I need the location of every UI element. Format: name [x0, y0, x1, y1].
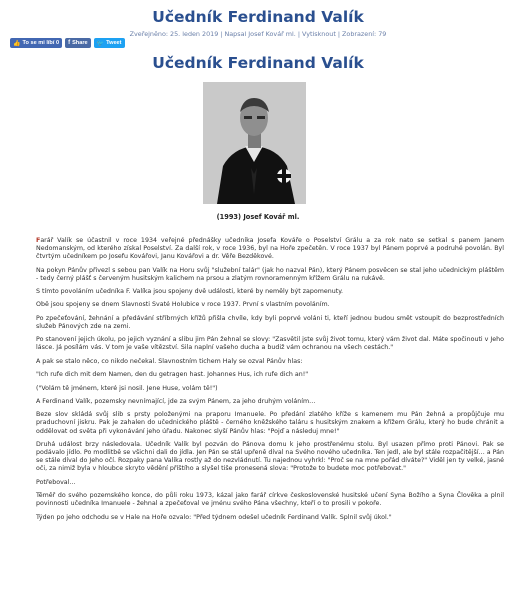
- article-body: [36, 237, 504, 527]
- article-headline: Učedník Ferdinand Valík: [152, 54, 364, 72]
- article-paragraph: "Ich rufe dich mit dem Namen, den du getragen hast. Johannes Hus, ich rufe dich an!": [36, 371, 309, 379]
- page-title[interactable]: Učedník Ferdinand Valík: [152, 8, 364, 26]
- article-meta: Zveřejněno: 25. leden 2019 | Napsal Josef Kovář ml. | Vytisknout | Zobrazení: 79: [129, 30, 387, 38]
- facebook-like-button[interactable]: [10, 38, 62, 48]
- twitter-bird-icon: 🐦: [96, 40, 105, 47]
- photo-caption: (1993) Josef Kovář ml.: [216, 213, 300, 221]
- article-paragraph: ("Volám tě jménem, které jsi nosil. Jene Huse, volám tě!"): [36, 384, 218, 392]
- facebook-icon: f: [68, 40, 71, 46]
- article-paragraph: Týden po jeho odchodu se v Hale na Hoře ozvalo: "Před týdnem odešel učedník Ferdinand Valík. Splnil svůj úkol.": [36, 513, 392, 521]
- article-paragraph: Po zpečeťování, žehnání a předávání stříbrných křížů přišla chvíle, kdy byli poprvé voláni ti, kteří jednou budou smět vstoupit do bezprostředních služeb Pánových zde na zemi.: [36, 314, 504, 330]
- article-paragraph: A Ferdinand Valík, pozemsky nevnímající, jde za svým Pánem, za jeho druhým voláním…: [36, 397, 316, 405]
- facebook-like-label: To se mi líbí 0: [22, 40, 60, 46]
- article-paragraph: Na pokyn Pánův přivezl s sebou pan Valík na Horu svůj "služební talár" (jak ho nazval Pán), který Pánem posvěcen se stal jeho učednickým pláštěm - tedy černý plášť s červeným husitským kalichem na prsou a zlatým rovnoramenným křížem Grálu na rukávě.: [36, 266, 504, 282]
- portrait-illustration: [203, 82, 306, 204]
- article-paragraph: Farář Valík se účastnil v roce 1934 veřejné přednášky učedníka Josefa Kováře o Poselství Grálu a za rok nato se setkal s panem Janem Nedomanským, od kterého získal Poselství. Za další rok, v roce 1936, byl na Hoře zpečetěn. V roce 1937 byl Pánem poprvé a podruhé povolán. Byl čtvrtým učedníkem po Josefu Kovářovi, Janu Kovářovi a dr. Věře Bezděkové.: [36, 237, 504, 261]
- article-paragraph: Druhá událost brzy následovala. Učedník Valík byl pozván do Pánova domu k jeho prostřenému stolu. Byl usazen přímo proti Pánovi. Pak se podávalo jídlo. Po modlitbě se všichni dali do jídla. Jen Pán se stál upřeně díval na Svého nového učedníka. Ten jedl, ale byl stále rozpačitější… a Pán se stále díval do Jeho očí. Rozpaky pana Valíka rostly až do nezvládnutí. Tu najednou vyhrkl: "Proč se na mne pořád díváte?" Viděl jen ty velké, jasné oči, za nimiž byla v hloubce skryto vědění příštího a slyšel tiše pronesená slova: "Protože to budete moc potřebovat.": [36, 440, 504, 473]
- tweet-label: Tweet: [106, 40, 122, 46]
- article-paragraph: S tímto povoláním učedníka F. Valíka jsou spojeny dvě události, které by neměly být zapomenuty.: [36, 288, 344, 296]
- article-paragraph: Obě jsou spojeny se dnem Slavnosti Svaté Holubice v roce 1937. První s vlastním povoláním.: [36, 301, 330, 309]
- article-paragraph: Po stanovení jejich úkolu, po jejich vyznání a slibu jim Pán žehnal se slovy: "Zasvětil jste svůj život tomu, který vám život dal. Máte spočinouti v Jeho lásce. Já posílám vás. V tom je vaše vítězství. Sila naplní vašeho ducha a budiž vám ochranou na všech cestách.": [36, 336, 504, 352]
- article-paragraph: Těměř do svého pozemského konce, do půli roku 1973, kázal jako farář církve československé husitské učení Syna Božího a Syna Člověka a plnil povinnosti učedníka Imanuele - žehnal a zpečeťoval ve jménu svého Pána všechny, kteří o to prosili v pokoře.: [36, 492, 504, 508]
- portrait-photo: [203, 82, 306, 204]
- article-paragraph: A pak se stalo něco, co nikdo nečekal. Slavnostním tichem Haly se ozval Pánův hlas:: [36, 357, 303, 365]
- article-paragraph: Beze slov skládá svůj slib s prsty položenými na praporu Imanuele. Po předání zlatého kříže s kamenem mu Pán žehná a propůjčuje mu praduchovní jiskru. Pak je zahalen do učednického pláště - černého kněžského taláru s husitským znakem a křížem Grálu, který ho bude chránit a oddělovat od světa při vykonávání jeho úřadu. Nakonec slyší Pánův hlas: "Pojď a následuj mne!": [36, 411, 504, 435]
- article-paragraph: Potřeboval…: [36, 478, 76, 486]
- tweet-button[interactable]: [94, 38, 125, 48]
- thumbs-up-icon: 👍: [13, 40, 21, 47]
- share-label: Share: [72, 40, 88, 46]
- drop-cap: F: [36, 237, 41, 244]
- facebook-share-button[interactable]: [65, 38, 91, 48]
- share-bar: [10, 38, 125, 48]
